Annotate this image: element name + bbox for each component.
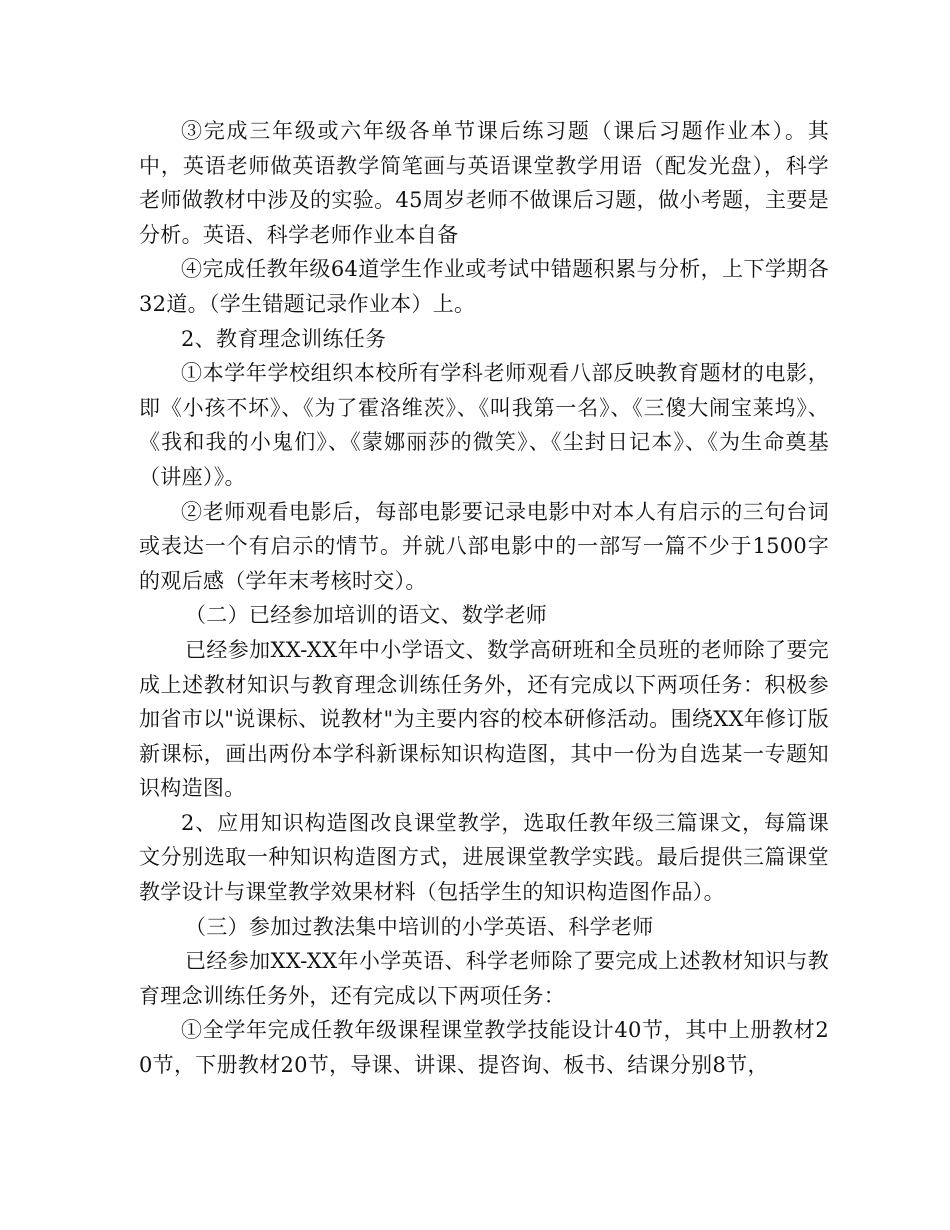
paragraph-movies-list: ①本学年学校组织本校所有学科老师观看八部反映教育题材的电影，即《小孩不坏》、《为了霍洛维茨》、《叫我第一名》、《三傻大闹宝莱坞》、《我和我的小鬼们》、《蒙娜丽莎的微笑》、《尘封日记本》、《为生命奠基（讲座）》。 <box>139 361 829 489</box>
paragraph-english-science-tasks: 已经参加XX-XX年小学英语、科学老师除了要完成上述教材知识与教育理念训练任务外，还有完成以下两项任务： <box>139 949 829 1008</box>
paragraph-skill-design: ①全学年完成任教年级课程课堂教学技能设计40节，其中上册教材20节，下册教材20节，导课、讲课、提咨询、板书、结课分别8节， <box>139 1018 829 1078</box>
paragraph-trained-teachers-tasks: 已经参加XX-XX年中小学语文、数学高研班和全员班的老师除了要完成上述教材知识与教育理念训练任务外，还有完成以下两项任务：积极参加省市以"说课标、说教材"为主要内容的校本研修活动。围绕XX年修订版新课标，画出两份本学科新课标知识构造图，其中一份为自选某一专题知识构造图。 <box>139 637 829 801</box>
paragraph-item-3: ③完成三年级或六年级各单节课后练习题（课后习题作业本）。其中，英语老师做英语教学简笔画与英语课堂教学用语（配发光盘），科学老师做教材中涉及的实验。45周岁老师不做课后习题，做小考题，主要是分析。英语、科学老师作业本自备 <box>139 119 829 247</box>
paragraph-knowledge-map: 2、应用知识构造图改良课堂教学，选取任教年级三篇课文，每篇课文分别选取一种知识构造图方式，进展课堂教学实践。最后提供三篇课堂教学设计与课堂教学效果材料（包括学生的知识构造图作品）。 <box>139 810 829 905</box>
paragraph-item-4: ④完成任教年级64道学生作业或考试中错题积累与分析，上下学期各32道。（学生错题记录作业本）上。 <box>139 257 829 316</box>
section-heading-english-science: （三）参加过教法集中培训的小学英语、科学老师 <box>185 914 654 939</box>
section-heading-trained-teachers: （二）已经参加培训的语文、数学老师 <box>185 603 548 628</box>
section-heading-education-concept: 2、教育理念训练任务 <box>181 326 387 351</box>
document-body <box>139 114 829 1083</box>
paragraph-movie-reflection: ②老师观看电影后，每部电影要记录电影中对本人有启示的三句台词或表达一个有启示的情节。并就八部电影中的一部写一篇不少于1500字的观后感（学年末考核时交）。 <box>139 499 829 593</box>
